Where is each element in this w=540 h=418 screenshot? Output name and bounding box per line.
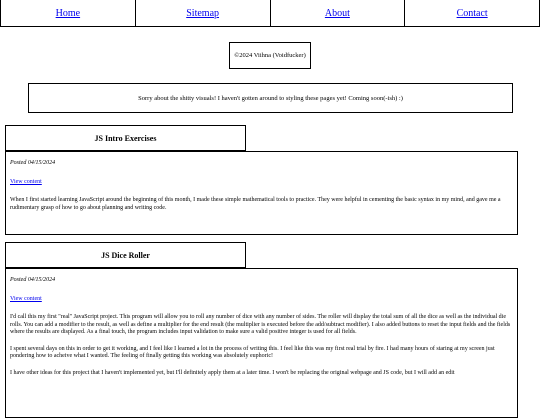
post-paragraph: I spent several days on this in order to get it working, and I feel like I learned a lot in the process of writing this. I feel like this was my first real trial by fire. I had many hours of staring at my screen just pondering how to acheive what I wanted. The feeling of finally getting this working was absolutely euphoric! [10,345,495,359]
notice-banner: Sorry about the shitty visuals! I haven't gotten around to styling these pages yet! Coming soon(-ish) :) [28,83,513,113]
view-content-link[interactable]: View content [10,178,42,185]
nav-about-link[interactable]: About [271,0,406,26]
nav-home-link[interactable]: Home [1,0,136,26]
post-title-js-intro: JS Intro Exercises [5,125,246,151]
copyright-box: ©2024 Viihna (Voidfucker) [229,42,311,69]
post-body-js-intro [5,151,518,235]
post-title-dice-roller: JS Dice Roller [5,242,246,268]
post-paragraph: I'd call this my first "real" JavaScript project. This program will allow you to roll any number of dice with any number of sides. The roller will display the total sum of all the dice as well as the individual die rolls. You can add a modifier to the result, as well as define a multiplier for the end result (the multiplier is executed before the add/subtract modifier). I also added buttons to reset the input fields and the fields where the results are displayed. As a final touch, the program includes input validation to make sure a valid positive integer is used for all fields. [10,314,511,335]
nav-contact-link[interactable]: Contact [456,7,488,19]
post-date: Posted 04/15/2024 [10,160,56,166]
top-nav [0,0,540,27]
post-paragraph: I have other ideas for this project that I haven't implemented yet, but I'll definitely apply them at a later time. I won't be replacing the original webpage and JS code, but I will add an edit [10,369,455,376]
post-date: Posted 04/15/2024 [10,277,56,283]
post-paragraph: When I first started learning JavaScript around the beginning of this month, I made these simple mathematical tools to practice. They were helpful in cementing the basic syntax in my mind, and gave me a rudimentary grasp of how to go about planning and writing code. [10,197,501,211]
view-content-link[interactable]: View content [10,295,42,302]
nav-sitemap-link[interactable]: Sitemap [136,0,271,26]
post-body-dice-roller [5,268,518,418]
